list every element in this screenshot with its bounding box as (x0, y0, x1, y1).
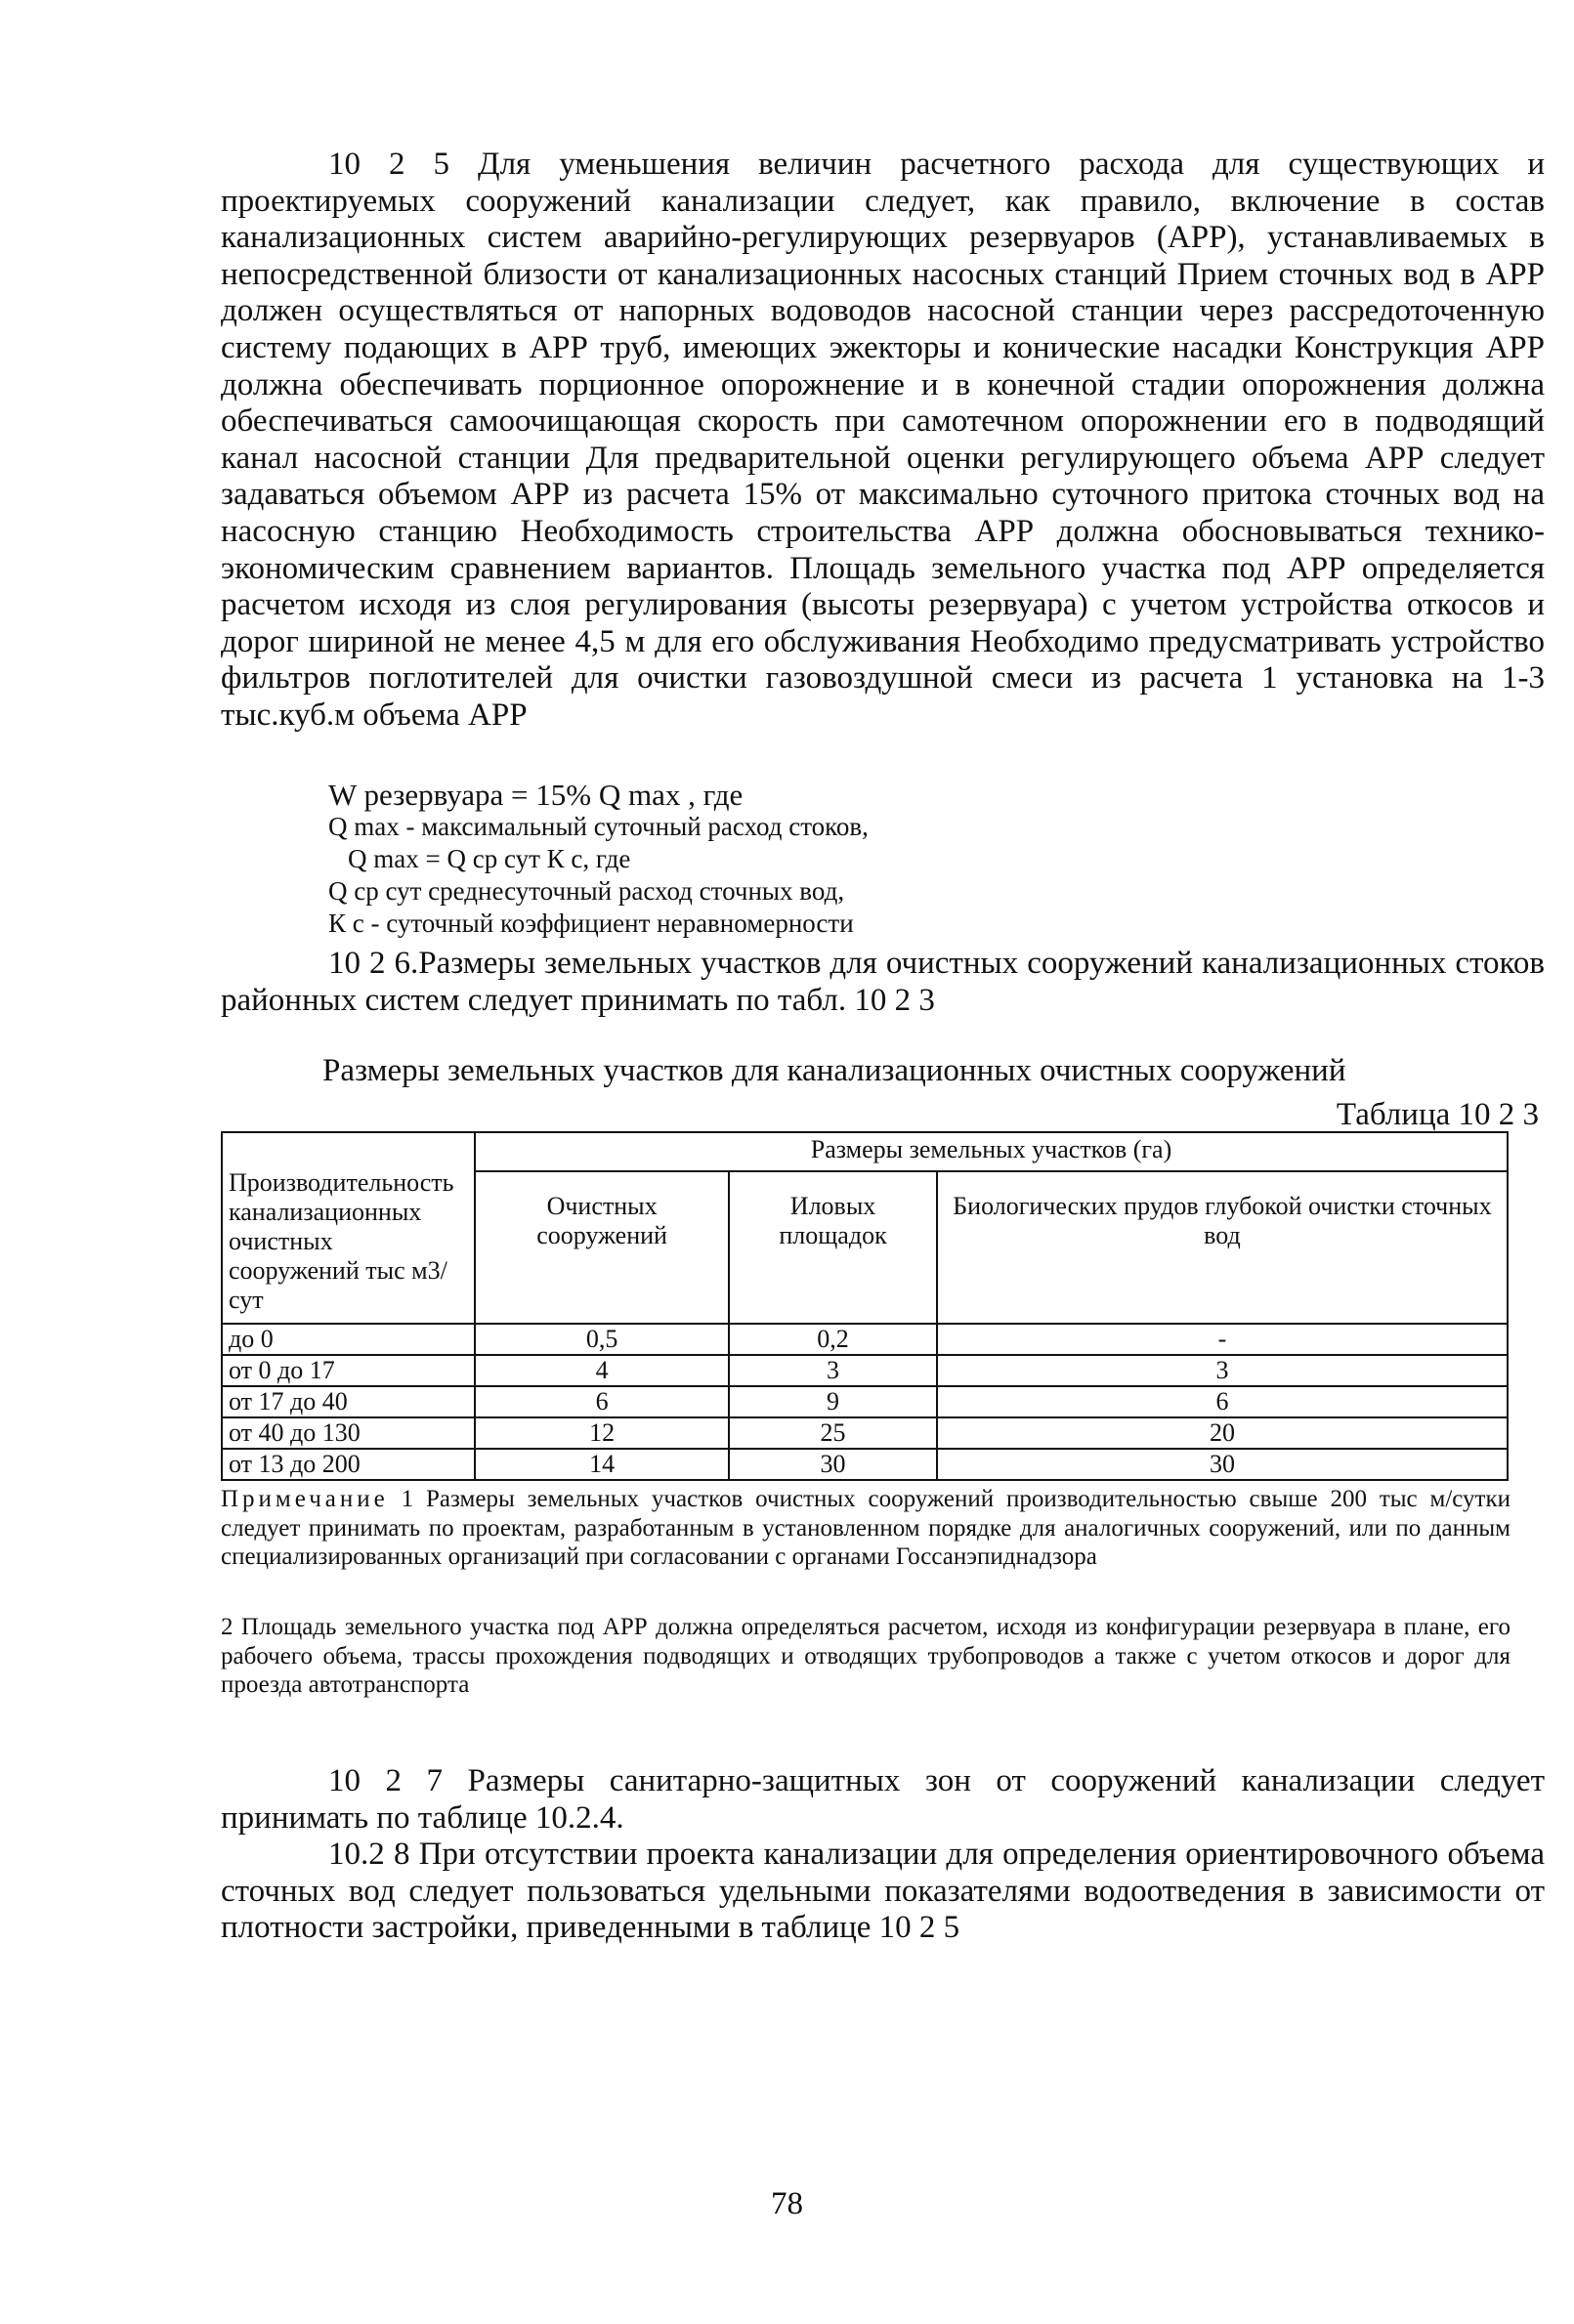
cell-productivity: от 0 до 17 (222, 1355, 475, 1386)
cell-treatment: 14 (475, 1449, 729, 1480)
formula-block (221, 779, 1491, 940)
cell-ponds: 6 (937, 1386, 1508, 1417)
header-land-size-group: Размеры земельных участков (га) (475, 1132, 1508, 1171)
table-row (222, 1449, 1508, 1480)
cell-treatment: 6 (475, 1386, 729, 1417)
cell-treatment: 4 (475, 1355, 729, 1386)
cell-ponds: 3 (937, 1355, 1508, 1386)
paragraph-10-2-8: 10.2 8 При отсутствии проекта канализации для определения ориентировочного объема сточных вод следует пользоваться удельными показателями водоотведения в зависимости от плотности застройки, приведенными в таблице 10 2 5 (221, 1837, 1545, 1946)
cell-productivity: от 17 до 40 (222, 1386, 475, 1417)
paragraph-10-2-6: 10 2 6.Размеры земельных участков для очистных сооружений канализационных стоков районных систем следует принимать по табл. 10 2 3 (221, 946, 1545, 1018)
formula-line: Q ср сут среднесуточный расход сточных вод, (328, 876, 845, 906)
cell-sludge: 3 (729, 1355, 937, 1386)
paragraph-10-2-5: 10 2 5 Для уменьшения величин расчетного расхода для существующих и проектируемых сооружений канализации следует, как правило, включение в состав канализационных систем аварийно-регулирующих резервуаров (АРР), устанавливаемых в непосредственной близости от канализационных насосных станций Прием сточных вод в АРР должен осуществляться от напорных водоводов насосной станции через рассредоточенную систему подающих в АРР труб, имеющих эжекторы и конические насадки Конструкция АРР должна обеспечивать порционное опорожнение и в конечной стадии опорожнения должна обеспечиваться самоочищающая скорость при самотечном опорожнении его в подводящий канал насосной станции Для предварительной оценки регулирующего объема АРР следует задаваться объемом АРР из расчета 15% от максимально суточного притока сточных вод на насосную станцию Необходимость строительства АРР должна обосновываться технико-экономическим сравнением вариантов. Площадь земельного участка под АРР определяется расчетом исходя из слоя регулирования (высоты резервуара) с учетом устройства откосов и дорог шириной не менее 4,5 м для его обслуживания Необходимо предусматривать устройство фильтров поглотителей для очистки газовоздушной смеси из расчета 1 установка на 1-3 тыс.куб.м объема АРР (221, 147, 1545, 733)
table-row (222, 1417, 1508, 1449)
cell-ponds: - (937, 1324, 1508, 1355)
page-number: 78 (771, 2186, 803, 2221)
note-label: Примечание (221, 1486, 389, 1512)
cell-treatment: 12 (475, 1417, 729, 1449)
cell-sludge: 25 (729, 1417, 937, 1449)
header-productivity: Производительность канализационных очистных сооружений тыс м3/сут (222, 1132, 475, 1324)
cell-ponds: 30 (937, 1449, 1508, 1480)
table-caption: Размеры земельных участков для канализационных очистных сооружений (322, 1053, 1346, 1088)
header-bio-ponds: Биологических прудов глубокой очистки сточных вод (937, 1171, 1508, 1324)
paragraph-10-2-7: 10 2 7 Размеры санитарно-защитных зон от сооружений канализации следует принимать по таблице 10.2.4. (221, 1763, 1545, 1836)
cell-productivity: от 40 до 130 (222, 1417, 475, 1449)
formula-line: W резервуара = 15% Q max , где (328, 778, 744, 812)
table-note-1 (221, 1485, 1510, 1572)
table-row (222, 1386, 1508, 1417)
cell-treatment: 0,5 (475, 1324, 729, 1355)
cell-sludge: 30 (729, 1449, 937, 1480)
header-treatment: Очистных сооружений (475, 1171, 729, 1324)
cell-productivity: от 13 до 200 (222, 1449, 475, 1480)
header-sludge-beds: Иловых площадок (729, 1171, 937, 1324)
table-row (222, 1355, 1508, 1386)
formula-line: К с - суточный коэффициент неравномерности (328, 908, 854, 938)
formula-line: Q max = Q ср сут К с, где (348, 844, 631, 873)
table-number: Таблица 10 2 3 (1336, 1097, 1539, 1132)
land-size-table (221, 1131, 1509, 1481)
cell-sludge: 0,2 (729, 1324, 937, 1355)
cell-productivity: до 0 (222, 1324, 475, 1355)
cell-sludge: 9 (729, 1386, 937, 1417)
formula-line: Q max - максимальный суточный расход стоков, (328, 812, 869, 841)
note-1-text: 1 Размеры земельных участков очистных сооружений производительностью свыше 200 тыс м/сутки следует принимать по проектам, разработанным в установленном порядке для аналогичных сооружений, или по данным специализированных организаций при согласовании с органами Госсанэпиднадзора (221, 1486, 1511, 1570)
table-note-2: 2 Площадь земельного участка под АРР должна определяться расчетом, исходя из конфигурации резервуара в плане, его рабочего объема, трассы прохождения подводящих и отводящих трубопроводов а также с учетом откосов и дорог для проезда автотранспорта (221, 1614, 1510, 1698)
table-row (222, 1324, 1508, 1355)
cell-ponds: 20 (937, 1417, 1508, 1449)
